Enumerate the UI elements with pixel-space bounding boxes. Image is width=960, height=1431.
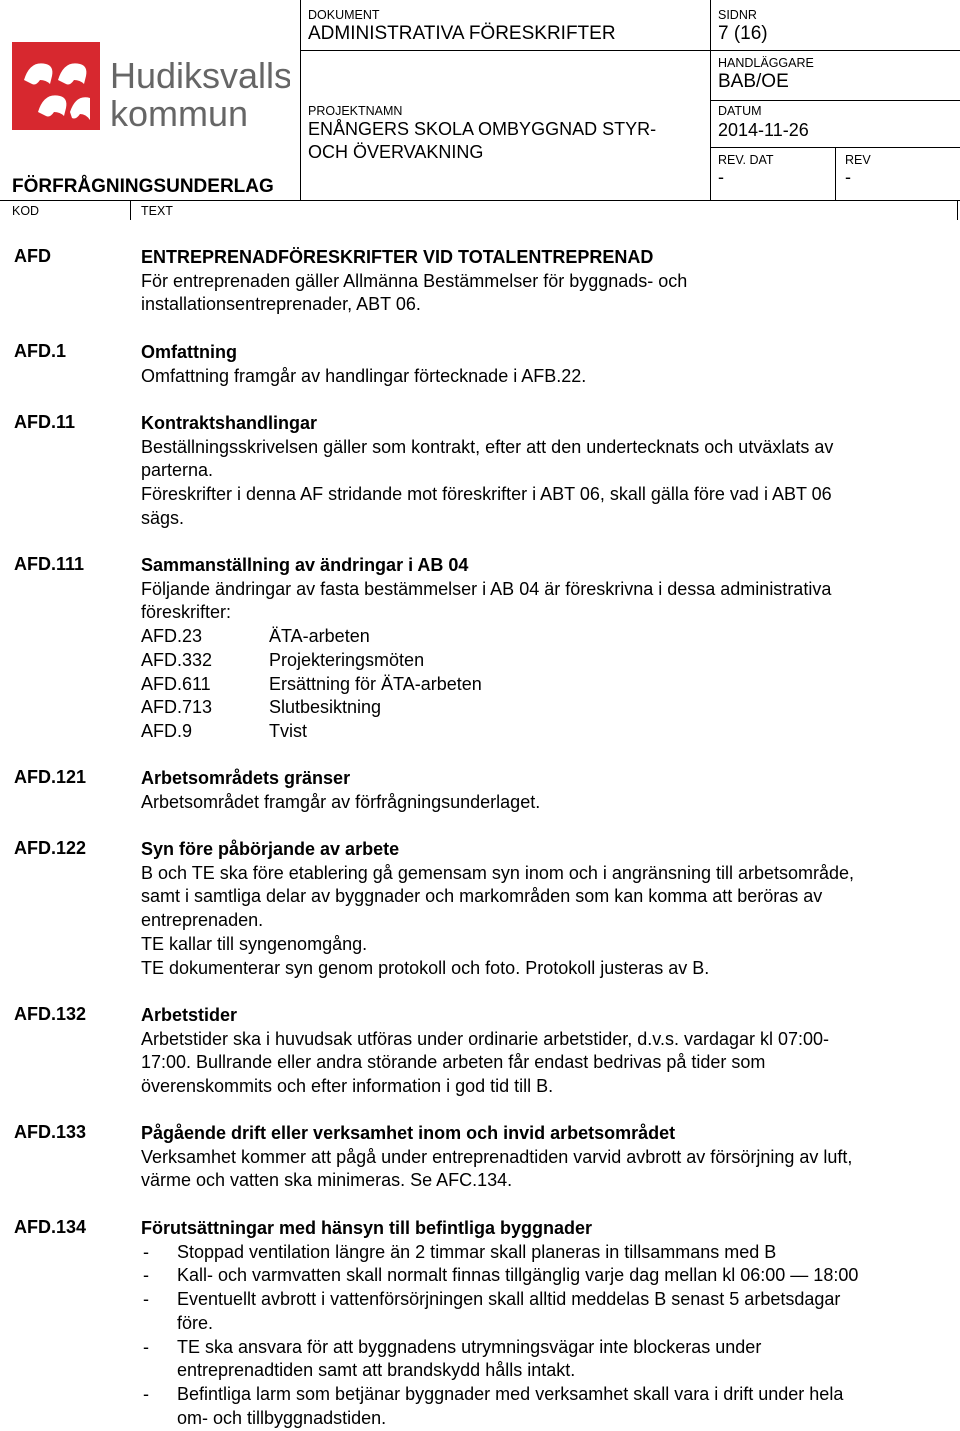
amendment-text: ÄTA-arbeten bbox=[269, 626, 370, 647]
rev-value: - bbox=[845, 167, 851, 187]
text-column-label: TEXT bbox=[141, 204, 173, 218]
section-title: Sammanställning av ändringar i AB 04 bbox=[141, 555, 469, 575]
section-code: AFD.134 bbox=[14, 1217, 87, 1237]
section-title: ENTREPRENADFÖRESKRIFTER VID TOTALENTREPRENAD bbox=[141, 247, 654, 267]
amendment-code: AFD.23 bbox=[141, 626, 203, 647]
divider bbox=[835, 147, 836, 200]
projektnamn-label: PROJEKTNAMN bbox=[308, 104, 403, 118]
document-type: FÖRFRÅGNINGSUNDERLAG bbox=[12, 176, 274, 197]
section-text: Omfattning framgår av handlingar förtecknade i AFB.22. bbox=[141, 365, 587, 386]
section-text: parterna. bbox=[141, 460, 214, 481]
sidnr-label: SIDNR bbox=[718, 8, 757, 22]
divider bbox=[130, 200, 131, 220]
amendment-text: Projekteringsmöten bbox=[269, 649, 425, 670]
amendment-list bbox=[141, 625, 956, 744]
section-title: Arbetsområdets gränser bbox=[141, 768, 351, 788]
section-code: AFD.1 bbox=[14, 341, 67, 361]
revdat-value: - bbox=[718, 167, 724, 187]
sidnr-value: 7 (16) bbox=[718, 23, 768, 44]
divider bbox=[0, 200, 960, 201]
section-text: Arbetstider ska i huvudsak utföras under ordinarie arbetstider, d.v.s. vardagar kl 07:00- bbox=[141, 1028, 830, 1049]
handlaggare-value: BAB/OE bbox=[718, 71, 789, 92]
section-text: TE kallar till syngenomgång. bbox=[141, 933, 368, 954]
dokument-label: DOKUMENT bbox=[308, 8, 380, 22]
divider bbox=[710, 100, 960, 101]
amendment-code: AFD.713 bbox=[141, 697, 213, 718]
section-text: Verksamhet kommer att pågå under entreprenadtiden varvid avbrott av försörjning av luft, bbox=[141, 1146, 853, 1167]
list-item: - TE ska ansvara för att byggnadens utrymningsvägar inte blockeras under entreprenadtiden samt att brandskydd hålls intakt. bbox=[141, 1336, 956, 1383]
section-text: B och TE ska före etablering gå gemensam syn inom och i angränsning till arbetsområde, bbox=[141, 862, 855, 883]
section-text: Följande ändringar av fasta bestämmelser i AB 04 är föreskrivna i dessa administrativa bbox=[141, 578, 832, 599]
section-code: AFD.111 bbox=[14, 554, 85, 574]
list-item: - Eventuellt avbrott i vattenförsörjningen skall alltid meddelas B senast 5 arbetsdagar före. bbox=[141, 1288, 956, 1335]
section-text: överenskommits och efter information i god tid till B. bbox=[141, 1076, 554, 1097]
section-title: Pågående drift eller verksamhet inom och invid arbetsområdet bbox=[141, 1123, 676, 1143]
divider bbox=[957, 200, 958, 220]
document-header bbox=[0, 0, 960, 220]
section-text: TE dokumenterar syn genom protokoll och foto. Protokoll justeras av B. bbox=[141, 957, 710, 978]
kod-column-label: KOD bbox=[12, 204, 40, 218]
condition-list bbox=[141, 1241, 956, 1431]
goat-emblem-icon bbox=[10, 40, 290, 135]
svg-text:Hudiksvalls: Hudiksvalls bbox=[110, 55, 290, 96]
section-text: värme och vatten ska minimeras. Se AFC.134. bbox=[141, 1170, 513, 1191]
list-item: - Kall- och varmvatten skall normalt finnas tillgänglig varje dag mellan kl 06:00 — 18:00 bbox=[141, 1264, 956, 1288]
section-text: Beställningsskrivelsen gäller som kontrakt, efter att den undertecknats och utväxlats av bbox=[141, 436, 834, 457]
section-text: föreskrifter: bbox=[141, 602, 232, 623]
section-title: Kontraktshandlingar bbox=[141, 413, 318, 433]
amendment-text: Slutbesiktning bbox=[269, 697, 382, 718]
list-item: - Stoppad ventilation längre än 2 timmar skall planeras in tillsammans med B bbox=[141, 1241, 956, 1265]
section-text: Föreskrifter i denna AF stridande mot föreskrifter i ABT 06, skall gälla före vad i ABT 06 bbox=[141, 484, 832, 505]
section-code: AFD.133 bbox=[14, 1122, 87, 1142]
amendment-code: AFD.9 bbox=[141, 720, 193, 741]
divider bbox=[300, 0, 301, 200]
section-title: Arbetstider bbox=[141, 1005, 238, 1025]
datum-label: DATUM bbox=[718, 104, 762, 118]
projektnamn-line1: ENÅNGERS SKOLA OMBYGGNAD STYR- bbox=[308, 119, 657, 139]
amendment-text: Tvist bbox=[269, 720, 307, 741]
section-code: AFD.11 bbox=[14, 412, 76, 432]
section-text: samt i samtliga delar av byggnader och markområden som kan komma att beröras av bbox=[141, 886, 823, 907]
section-code: AFD bbox=[14, 246, 51, 266]
section-text: installationsentreprenader, ABT 06. bbox=[141, 294, 421, 315]
section-text: För entreprenaden gäller Allmänna Bestämmelser för byggnads- och bbox=[141, 270, 688, 291]
handlaggare-label: HANDLÄGGARE bbox=[718, 56, 814, 70]
section-title: Syn före påbörjande av arbete bbox=[141, 839, 400, 859]
amendment-text: Ersättning för ÄTA-arbeten bbox=[269, 673, 482, 694]
datum-value: 2014-11-26 bbox=[718, 120, 809, 140]
rev-label: REV bbox=[845, 153, 871, 167]
amendment-code: AFD.332 bbox=[141, 649, 213, 670]
revdat-label: REV. DAT bbox=[718, 153, 774, 167]
section-title: Förutsättningar med hänsyn till befintliga byggnader bbox=[141, 1218, 593, 1238]
section-code: AFD.122 bbox=[14, 838, 87, 858]
section-code: AFD.121 bbox=[14, 767, 87, 787]
municipality-logo bbox=[10, 40, 290, 135]
divider bbox=[300, 50, 960, 51]
section-text: entreprenaden. bbox=[141, 910, 264, 931]
svg-text:kommun: kommun bbox=[110, 93, 249, 134]
section-text: 17:00. Bullrande eller andra störande arbeten får endast bedrivas på tider som bbox=[141, 1052, 766, 1073]
list-item: - Befintliga larm som betjänar byggnader med verksamhet skall vara i drift under hela om- och tillbyggnadstiden. bbox=[141, 1383, 956, 1430]
section-text: Arbetsområdet framgår av förfrågningsunderlaget. bbox=[141, 791, 541, 812]
amendment-code: AFD.611 bbox=[141, 673, 211, 694]
section-text: sägs. bbox=[141, 507, 185, 528]
dokument-value: ADMINISTRATIVA FÖRESKRIFTER bbox=[308, 23, 616, 44]
section-code: AFD.132 bbox=[14, 1004, 87, 1024]
section-title: Omfattning bbox=[141, 342, 237, 362]
projektnamn-line2: OCH ÖVERVAKNING bbox=[308, 142, 484, 162]
